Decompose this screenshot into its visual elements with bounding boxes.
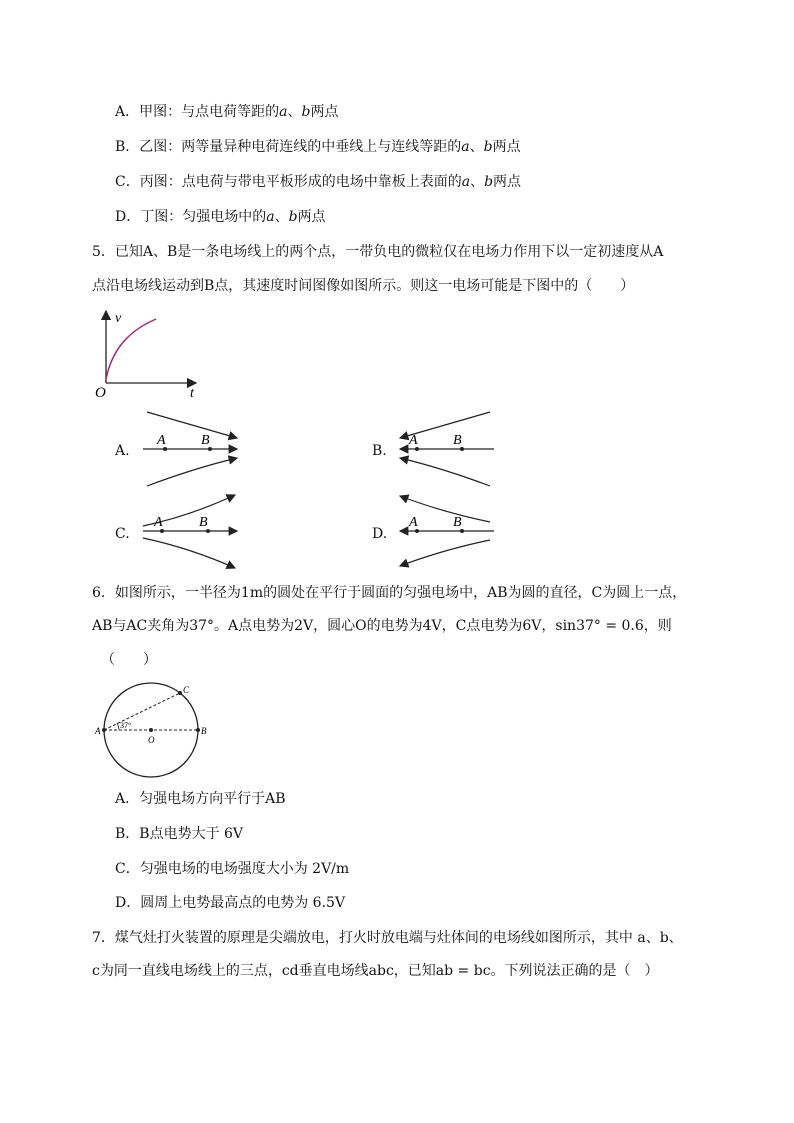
point-a-label: A	[409, 433, 418, 448]
center-o-label: O	[148, 735, 155, 745]
q5-fig-b-label: B.	[372, 443, 387, 459]
q6-circle-figure	[93, 676, 218, 786]
q6-stem-line3: （ ）	[101, 652, 157, 668]
point-a-label: A	[409, 515, 418, 530]
point-b-label: B	[201, 726, 207, 736]
point-b-label: B	[453, 433, 462, 448]
q5-fig-c-label: C.	[115, 526, 130, 542]
point-c-label: C	[183, 685, 190, 695]
point-a-label: A	[95, 726, 101, 736]
q7-stem-line1: 7．煤气灶打火装置的原理是尖端放电，打火时放电端与灶体间的电场线如图所示，其中 a、b、	[92, 930, 683, 946]
point-a-label: A	[157, 433, 166, 448]
q4-option-b: B．乙图：两等量异种电荷连线的中垂线上与连线等距的a、b两点	[115, 139, 521, 155]
q5-fig-d	[392, 490, 502, 572]
t-axis-label: t	[190, 386, 194, 400]
q6-option-c: C．匀强电场的电场强度大小为 2V/m	[115, 861, 350, 877]
q4-option-d: D．丁图：匀强电场中的a、b两点	[115, 209, 326, 225]
q6-stem-line1: 6．如图所示，一半径为1m的圆处在平行于圆面的匀强电场中，AB为圆的直径，C为圆上一点，	[92, 585, 687, 601]
q5-fig-d-label: D.	[372, 526, 388, 542]
q5-stem-line1: 5．已知A、B是一条电场线上的两个点，一带负电的微粒仅在电场力作用下以一定初速度从A	[92, 244, 664, 260]
point-a-label: A	[154, 515, 163, 530]
point-b-label: B	[453, 515, 462, 530]
q7-stem-line2: c为同一直线电场线上的三点，cd垂直电场线abc，已知ab = bc。下列说法正确的是（ ）	[92, 963, 659, 979]
q4-option-c: C．丙图：点电荷与带电平板形成的电场中靠板上表面的a、b两点	[115, 174, 522, 190]
angle-label: 37°	[120, 721, 132, 730]
q6-option-d: D．圆周上电势最高点的电势为 6.5V	[115, 895, 346, 911]
q6-stem-line2: AB与AC夹角为37°。A点电势为2V，圆心O的电势为4V，C点电势为6V，sin37° = 0.6，则	[92, 618, 672, 634]
q4-option-a: A．甲图：与点电荷等距的a、b两点	[115, 104, 339, 120]
q5-vt-graph	[90, 305, 210, 400]
point-b-label: B	[201, 433, 210, 448]
point-b-label: B	[199, 515, 208, 530]
q5-fig-a-label: A.	[115, 443, 130, 459]
q6-option-b: B．B点电势大于 6V	[115, 826, 244, 842]
q5-stem-line2: 点沿电场线运动到B点，其速度时间图像如图所示。则这一电场可能是下图中的（ ）	[92, 278, 635, 294]
q5-fig-c	[135, 490, 245, 572]
q5-fig-a	[135, 408, 245, 490]
q6-option-a: A．匀强电场方向平行于AB	[115, 791, 286, 807]
q5-fig-b	[392, 408, 502, 490]
v-axis-label: v	[115, 311, 122, 326]
origin-label: O	[95, 385, 106, 400]
